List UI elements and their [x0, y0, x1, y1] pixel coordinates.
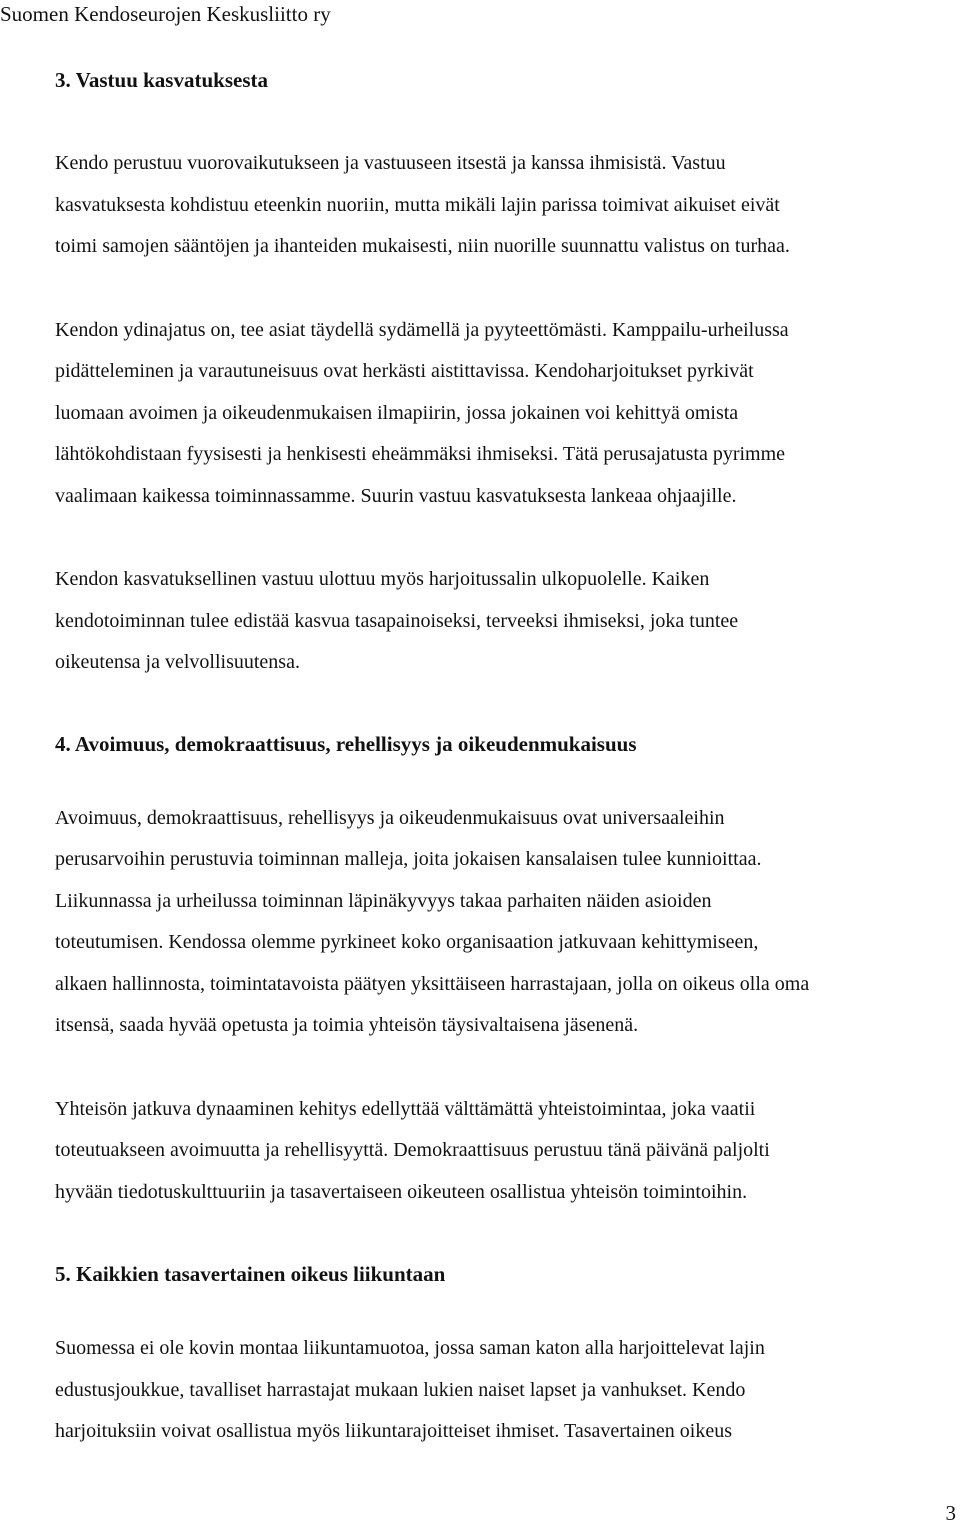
document-header: Suomen Kendoseurojen Keskusliitto ry [0, 2, 331, 26]
section-5-paragraph-1: Suomessa ei ole kovin montaa liikuntamuotoa, jossa saman katon alla harjoittelevat lajin edustusjoukkue, tavalliset harrastajat mukaan lukien naiset lapset ja vanhukset. Kendo harjoituksiin voivat osallistua myös liikuntarajoitteiset ihmiset. Tasavertainen oikeus [55, 1337, 765, 1442]
section-4-paragraph-1: Avoimuus, demokraattisuus, rehellisyys ja oikeudenmukaisuus ovat universaaleihin perusarvoihin perustuvia toiminnan malleja, joita jokaisen kansalaisen tulee kunnioittaa. Liikunnassa ja urheilussa toiminnan läpinäkyvyys takaa parhaiten näiden asioiden toteutumisen. Kendossa olemme pyrkineet koko organisaation jatkuvaan kehittymiseen, alkaen hallinnosta, toimintatavoista päätyen yksittäiseen harrastajaan, jolla on oikeus olla oma itsensä, saada hyvää opetusta ja toimia yhteisön täysivaltaisena jäsenenä. [55, 806, 810, 1036]
section-3-heading: 3. Vastuu kasvatuksesta [55, 68, 268, 92]
section-4-paragraph-2: Yhteisön jatkuva dynaaminen kehitys edellyttää välttämättä yhteistoimintaa, joka vaatii toteutuakseen avoimuutta ja rehellisyyttä. Demokraattisuus perustuu tänä päivänä paljolti hyvään tiedotuskulttuuriin ja tasavertaiseen oikeuteen osallistua yhteisön toimintoihin. [55, 1097, 770, 1203]
section-4-heading: 4. Avoimuus, demokraattisuus, rehellisyys ja oikeudenmukaisuus [55, 731, 637, 756]
document-body [55, 60, 960, 1453]
section-5-heading: 5. Kaikkien tasavertainen oikeus liikuntaan [55, 1262, 446, 1286]
section-3-paragraph-3: Kendon kasvatuksellinen vastuu ulottuu myös harjoitussalin ulkopuolelle. Kaiken kendotoiminnan tulee edistää kasvua tasapainoiseksi, terveeksi ihmiseksi, joka tuntee oikeutensa ja velvollisuutensa. [55, 568, 739, 673]
section-3-paragraph-1: Kendo perustuu vuorovaikutukseen ja vastuuseen itsestä ja kanssa ihmisistä. Vastuu kasvatuksesta kohdistuu eteenkin nuoriin, mutta mikäli lajin parissa toimivat aikuiset eivät toimi samojen sääntöjen ja ihanteiden mukaisesti, niin nuorille suunnattu valistus on turhaa. [55, 152, 790, 257]
page-number: 3 [945, 1501, 956, 1525]
section-3-paragraph-2: Kendon ydinajatus on, tee asiat täydellä sydämellä ja pyyteettömästi. Kamppailu-urheilussa pidätteleminen ja varautuneisuus ovat herkästi aistittavissa. Kendoharjoitukset pyrkivät luomaan avoimen ja oikeudenmukaisen ilmapiirin, jossa jokainen voi kehittyä omista lähtökohdistaan fyysisesti ja henkisesti eheämmäksi ihmiseksi. Tätä perusajatusta pyrimme vaalimaan kaikessa toiminnassamme. Suurin vastuu kasvatuksesta lankeaa ohjaajille. [55, 318, 789, 507]
